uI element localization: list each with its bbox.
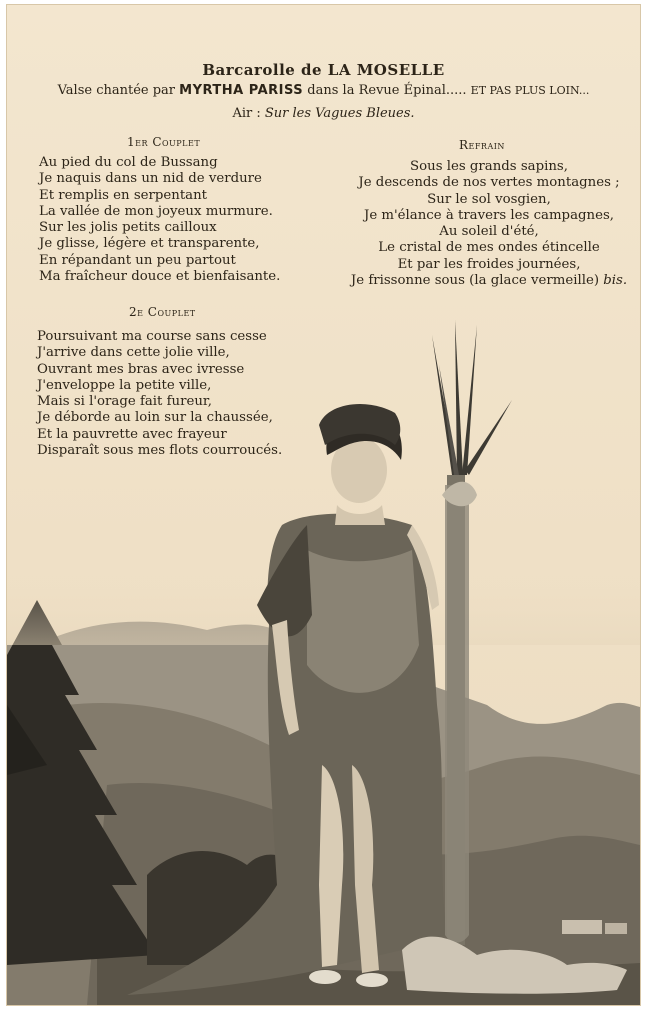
postcard bbox=[6, 4, 641, 1006]
verse-line: Sur le sol vosgien, bbox=[427, 191, 551, 207]
verse-line: Au soleil d'été, bbox=[439, 224, 539, 240]
verse-text: Je frissonne sous (la glace vermeille) bbox=[350, 273, 600, 289]
verse-line: Je déborde au loin sur la chaussée, bbox=[37, 410, 273, 426]
couplet2-text bbox=[37, 329, 282, 459]
building bbox=[562, 920, 602, 934]
verse-line: Mais si l'orage fait fureur, bbox=[37, 394, 213, 410]
air-name: Sur les Vagues Bleues. bbox=[264, 106, 415, 121]
verse-line: J'enveloppe la petite ville, bbox=[37, 377, 212, 393]
verse-line: Ouvrant mes bras avec ivresse bbox=[37, 361, 245, 377]
verse-line: La vallée de mon joyeux murmure. bbox=[39, 203, 273, 219]
couplet1-text bbox=[39, 155, 280, 285]
verse-line: Sous les grands sapins, bbox=[410, 159, 568, 174]
verse-line: Et par les froides journées, bbox=[397, 256, 581, 272]
song-title: Barcarolle de LA MOSELLE bbox=[202, 61, 445, 79]
couplet1-heading: 1er Couplet bbox=[127, 135, 201, 149]
verse-line: Je naquis dans un nid de verdure bbox=[39, 171, 262, 187]
verse-line: Poursuivant ma course sans cesse bbox=[37, 329, 267, 344]
couplet2-heading: 2e Couplet bbox=[129, 305, 196, 319]
verse-line: Je descends de nos vertes montagnes ; bbox=[358, 175, 620, 191]
air-label: Air : bbox=[232, 106, 261, 121]
verse-line: Et remplis en serpentant bbox=[39, 187, 208, 203]
verse-line: Le cristal de mes ondes étincelle bbox=[378, 240, 600, 256]
singer-name: MYRTHA PARISS bbox=[179, 83, 304, 98]
refrain-heading: Refrain bbox=[459, 138, 505, 152]
verse-line: Ma fraîcheur douce et bienfaisante. bbox=[39, 269, 281, 285]
refrain-text bbox=[349, 159, 629, 289]
verse-line: Je m'élance à travers les campagnes, bbox=[363, 207, 614, 223]
verse-line: En répandant un peu partout bbox=[39, 252, 236, 268]
subtitle-middle: dans la Revue Épinal..... bbox=[307, 83, 467, 98]
verse-line: Et la pauvrette avec frayeur bbox=[37, 426, 227, 442]
bis-mark: bis. bbox=[603, 273, 628, 289]
verse-line: Je glisse, légère et transparente, bbox=[39, 236, 260, 252]
shoe bbox=[309, 970, 341, 984]
verse-line: Sur les jolis petits cailloux bbox=[39, 220, 217, 236]
subtitle-line bbox=[7, 83, 640, 98]
verse-line-last bbox=[349, 273, 629, 289]
subtitle-prefix: Valse chantée par bbox=[57, 83, 176, 98]
verse-line: Disparaît sous mes flots courroucés. bbox=[37, 443, 283, 459]
verse-line: J'arrive dans cette jolie ville, bbox=[37, 345, 230, 361]
air-line bbox=[7, 106, 640, 121]
subtitle-suffix: ET PAS PLUS LOIN... bbox=[470, 84, 590, 97]
verse-line: Au pied du col de Bussang bbox=[39, 155, 218, 170]
